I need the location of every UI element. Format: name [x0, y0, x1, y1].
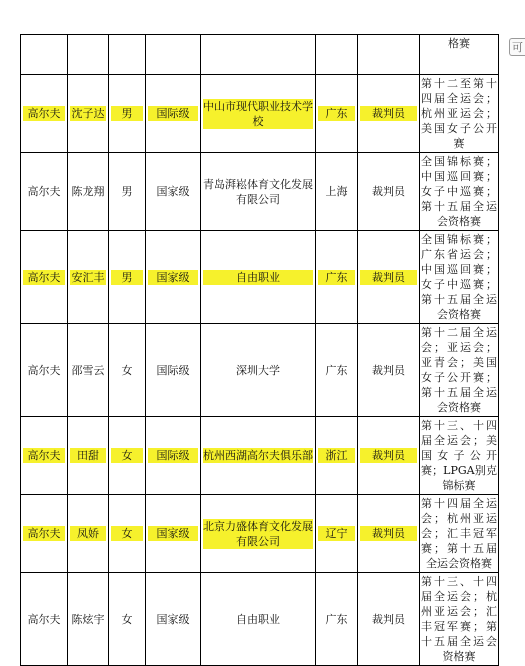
unit-text: 杭州西湖高尔夫俱乐部	[203, 449, 313, 462]
cell-region	[316, 324, 358, 417]
region-text: 上海	[325, 185, 348, 198]
cell-name	[68, 417, 109, 495]
gender-text: 女	[121, 363, 133, 377]
cell-unit	[201, 231, 316, 324]
cell-notes	[420, 75, 499, 153]
cell-name	[68, 75, 109, 153]
cell-notes	[420, 153, 499, 231]
gender-text: 女	[111, 526, 143, 541]
table-row	[21, 417, 499, 495]
unit-text: 北京力盛体育文化发展有限公司	[203, 519, 313, 548]
cell-unit	[201, 324, 316, 417]
cell-role	[358, 324, 420, 417]
cell-name	[68, 324, 109, 417]
unit-text: 自由职业	[203, 270, 313, 285]
region-text: 浙江	[318, 448, 355, 463]
cell-unit	[201, 35, 316, 75]
notes-text: 第十二至第十四届全运会；杭州亚运会；美国女子公开赛	[421, 77, 497, 150]
cell-notes	[420, 573, 499, 666]
side-panel-tab[interactable]: 可	[509, 38, 525, 56]
cell-sport	[21, 573, 68, 666]
level-text: 国际级	[148, 448, 198, 463]
cell-role	[358, 75, 420, 153]
sport-text: 高尔夫	[27, 363, 61, 377]
notes-text: 第十四届全运会；杭州亚运会；汇丰冠军赛；第十五届全运会资格赛	[421, 497, 497, 570]
cell-sport	[21, 75, 68, 153]
region-text: 广东	[325, 612, 348, 626]
cell-level	[146, 417, 201, 495]
cell-unit	[201, 75, 316, 153]
role-text: 裁判员	[372, 612, 405, 626]
cell-role	[358, 231, 420, 324]
level-text: 国家级	[148, 526, 198, 541]
cell-level	[146, 324, 201, 417]
table-body	[21, 35, 499, 666]
role-text: 裁判员	[360, 270, 417, 285]
cell-name	[68, 573, 109, 666]
cell-region	[316, 75, 358, 153]
notes-text: 第十二届全运会；亚运会；亚青会；美国女子公开赛；第十五届全运会资格赛	[421, 326, 497, 414]
name-text: 凤娇	[70, 526, 106, 541]
notes-text: 全国锦标赛；中国巡回赛；女子中巡赛；第十五届全运会资格赛	[421, 155, 497, 228]
cell-unit	[201, 495, 316, 573]
cell-gender	[109, 35, 146, 75]
cell-sport	[21, 231, 68, 324]
sport-text: 高尔夫	[27, 185, 61, 198]
table-row	[21, 495, 499, 573]
table-row	[21, 573, 499, 666]
cell-notes	[420, 324, 499, 417]
cell-name	[68, 35, 109, 75]
cell-sport	[21, 35, 68, 75]
cell-unit	[201, 573, 316, 666]
cell-sport	[21, 495, 68, 573]
sport-text: 高尔夫	[23, 526, 65, 541]
region-text: 广东	[318, 106, 355, 121]
role-text: 裁判员	[372, 363, 405, 377]
cell-notes	[420, 417, 499, 495]
cell-gender	[109, 231, 146, 324]
level-text: 国家级	[148, 270, 198, 285]
table-row	[21, 153, 499, 231]
gender-text: 男	[111, 270, 143, 285]
cell-sport	[21, 324, 68, 417]
region-text: 广东	[318, 270, 355, 285]
level-text: 国际级	[148, 106, 198, 121]
cell-sport	[21, 153, 68, 231]
cell-role	[358, 153, 420, 231]
table-row	[21, 75, 499, 153]
cell-gender	[109, 573, 146, 666]
notes-text: 第十三、十四届全运会；杭州亚运会；汇丰冠军赛；第十五届全运会资格赛	[421, 575, 497, 663]
cell-level	[146, 75, 201, 153]
cell-name	[68, 495, 109, 573]
unit-text: 自由职业	[236, 612, 280, 626]
sport-text: 高尔夫	[23, 270, 65, 285]
gender-text: 女	[111, 448, 143, 463]
role-text: 裁判员	[360, 448, 417, 463]
role-text: 裁判员	[360, 526, 417, 541]
cell-region	[316, 153, 358, 231]
cell-role	[358, 417, 420, 495]
name-text: 陈炫宇	[71, 612, 105, 626]
cell-region	[316, 417, 358, 495]
unit-text: 青岛湃崧体育文化发展有限公司	[203, 177, 313, 206]
cell-region	[316, 231, 358, 324]
role-text: 裁判员	[372, 185, 405, 198]
level-text: 国家级	[156, 612, 190, 626]
unit-text: 中山市现代职业技术学校	[203, 99, 313, 128]
gender-text: 男	[121, 185, 133, 198]
table-row-continued	[21, 35, 499, 75]
cell-gender	[109, 417, 146, 495]
cell-region	[316, 495, 358, 573]
cell-gender	[109, 75, 146, 153]
referee-table	[20, 34, 499, 666]
cell-sport	[21, 417, 68, 495]
level-text: 国家级	[156, 185, 190, 198]
cell-notes	[420, 35, 499, 75]
cell-gender	[109, 153, 146, 231]
notes-text: 全国锦标赛；广东省运会；中国巡回赛；女子中巡赛；第十五届全运会资格赛	[421, 233, 497, 321]
sport-text: 高尔夫	[23, 106, 65, 121]
name-text: 沈子达	[71, 107, 105, 120]
cell-name	[68, 153, 109, 231]
cell-level	[146, 573, 201, 666]
region-text: 广东	[325, 363, 348, 377]
cell-role	[358, 35, 420, 75]
cell-notes	[420, 231, 499, 324]
table-row	[21, 231, 499, 324]
cell-level	[146, 153, 201, 231]
cell-name	[68, 231, 109, 324]
cell-region	[316, 573, 358, 666]
cell-region	[316, 35, 358, 75]
name-text: 陈龙翔	[71, 185, 105, 198]
gender-text: 女	[121, 612, 133, 626]
notes-text: 第十三、十四届全运会；美国女子公开赛；LPGA别克锦标赛	[421, 419, 497, 492]
cell-unit	[201, 417, 316, 495]
cell-gender	[109, 324, 146, 417]
region-text: 辽宁	[318, 526, 355, 541]
cell-level	[146, 35, 201, 75]
cell-unit	[201, 153, 316, 231]
notes-text: 格赛	[448, 37, 470, 50]
name-text: 邵雪云	[71, 363, 105, 377]
cell-level	[146, 231, 201, 324]
cell-role	[358, 495, 420, 573]
cell-level	[146, 495, 201, 573]
name-text: 田甜	[70, 448, 106, 463]
cell-role	[358, 573, 420, 666]
unit-text: 深圳大学	[236, 363, 280, 377]
role-text: 裁判员	[360, 106, 417, 121]
table-row	[21, 324, 499, 417]
gender-text: 男	[111, 106, 143, 121]
sport-text: 高尔夫	[23, 448, 65, 463]
name-text: 安汇丰	[71, 270, 105, 284]
level-text: 国际级	[156, 363, 190, 377]
cell-gender	[109, 495, 146, 573]
sport-text: 高尔夫	[27, 612, 61, 626]
cell-notes	[420, 495, 499, 573]
